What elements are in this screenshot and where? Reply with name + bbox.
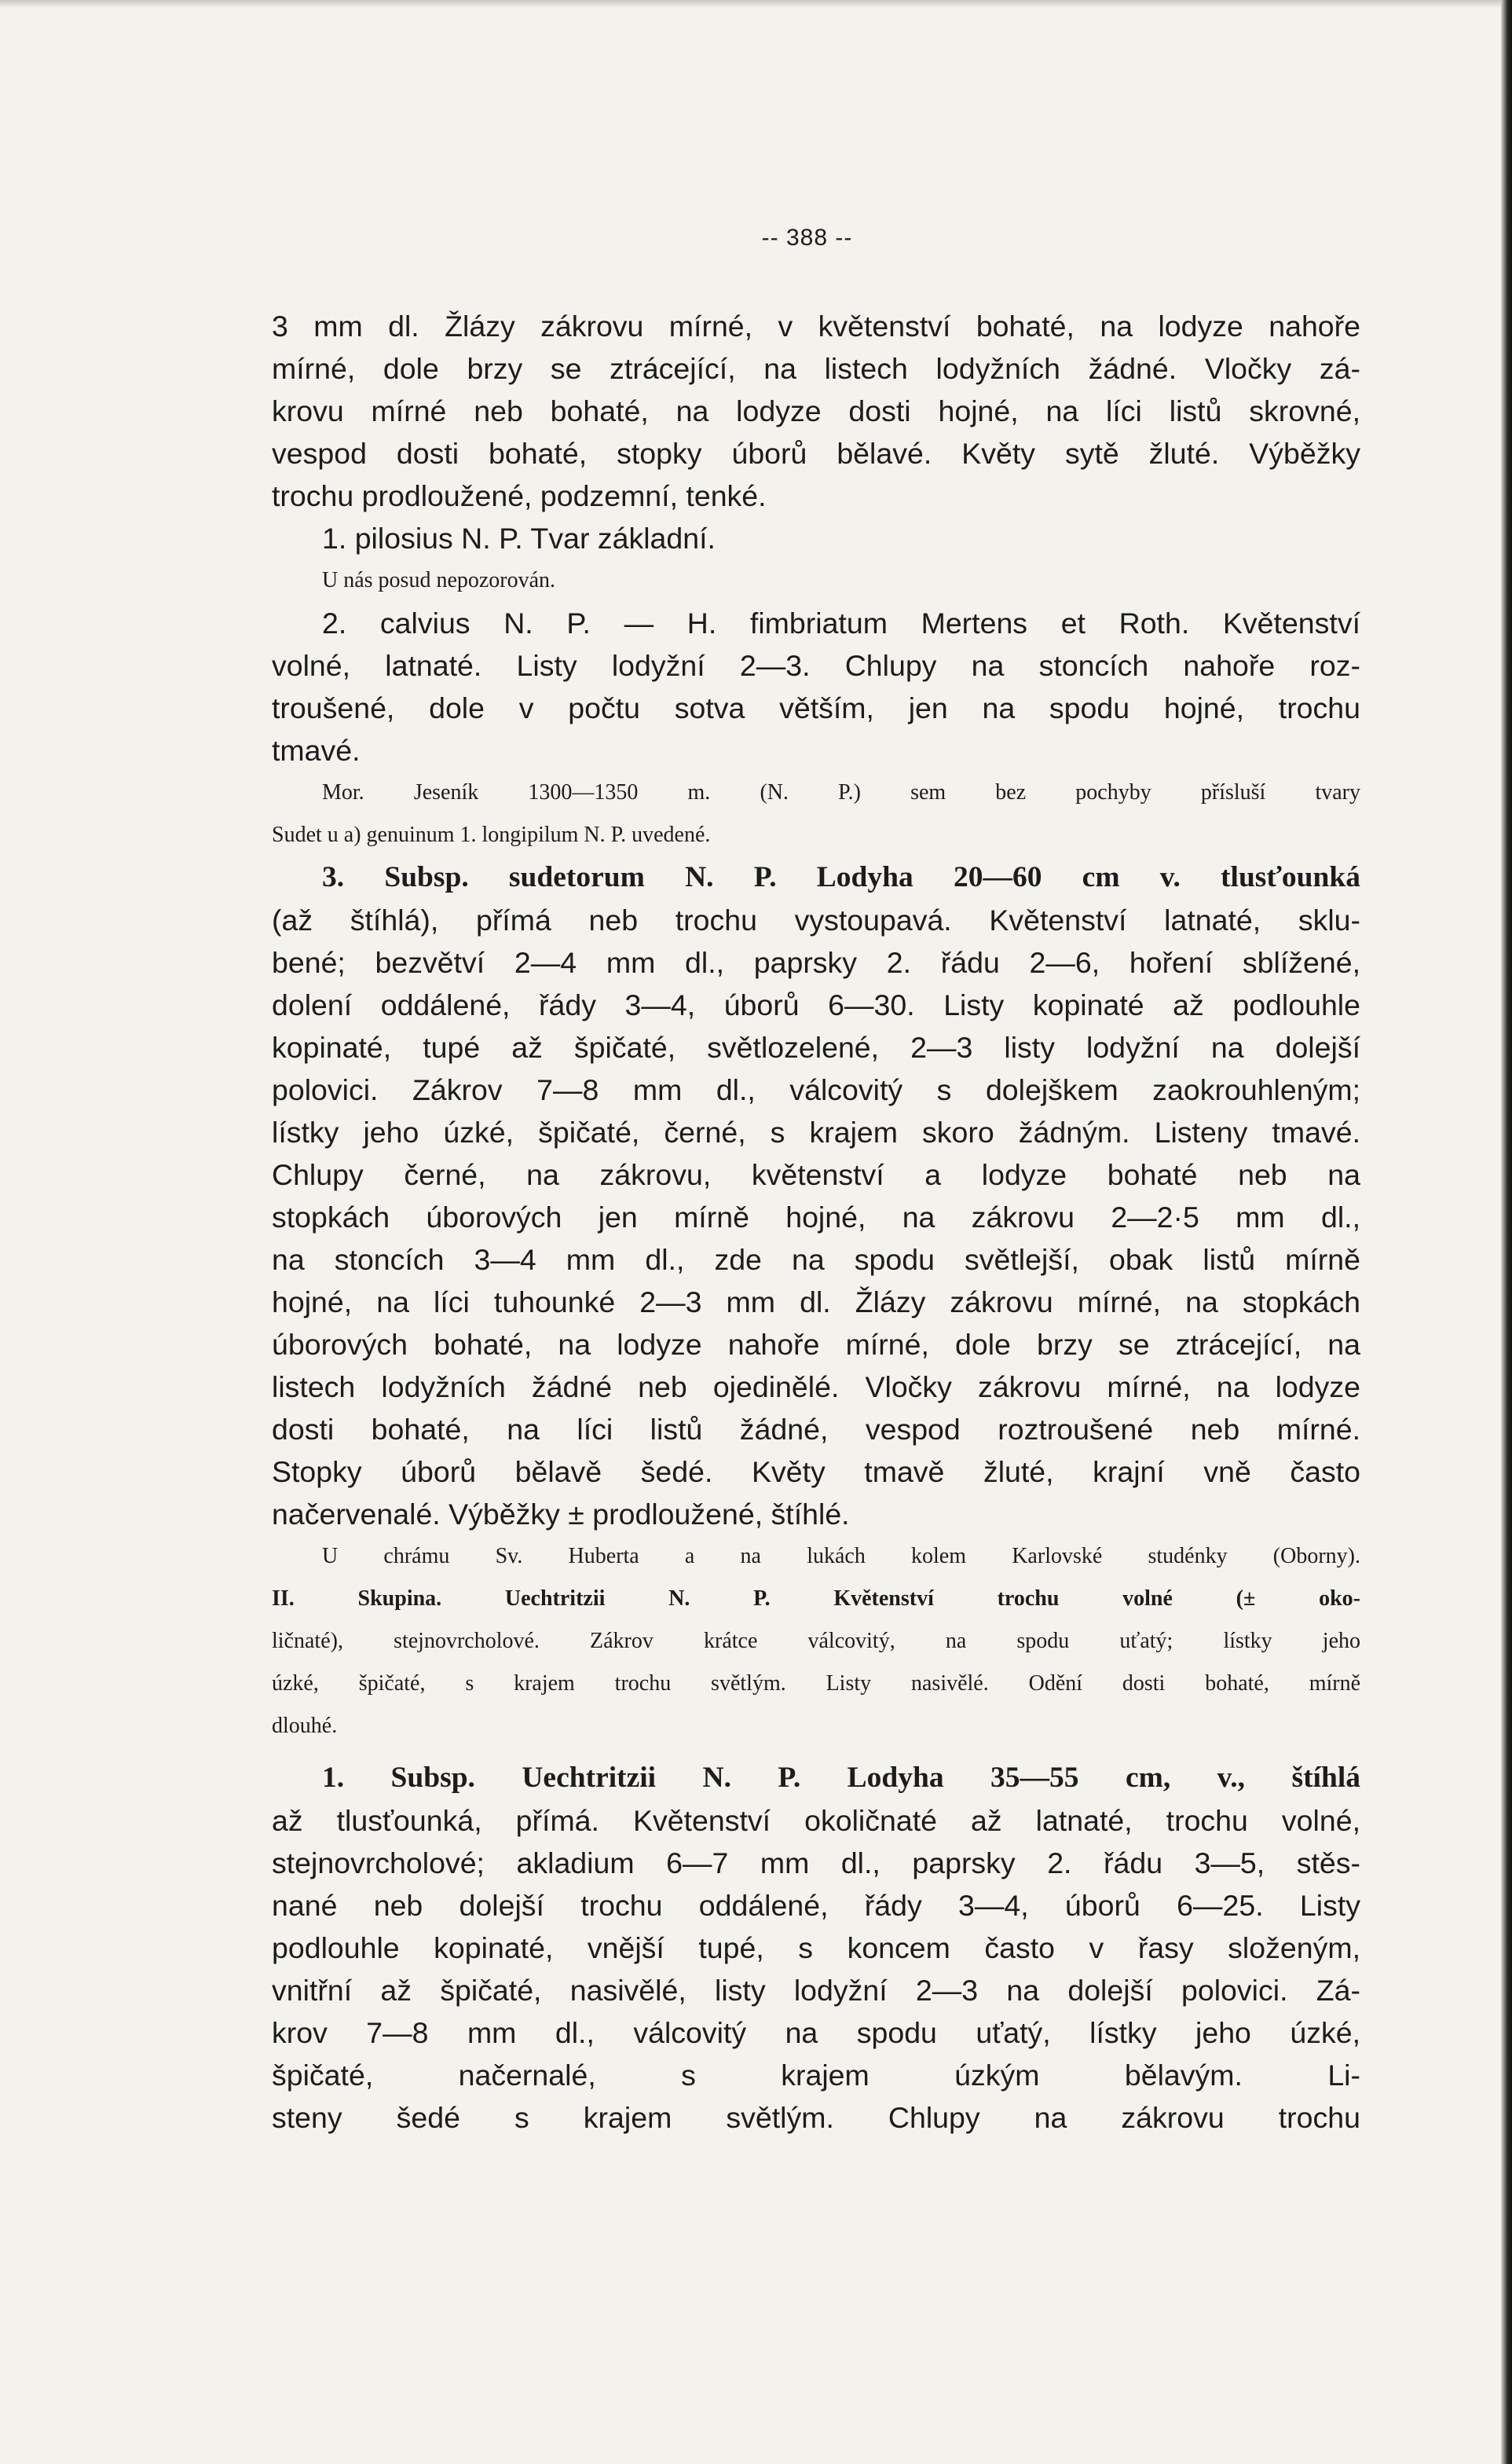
text-line: stejnovrcholové; akladium 6—7 mm dl., paprsky 2. řádu 3—5, stěs- [272,1846,1360,1879]
page-number: -- 388 -- [761,225,853,251]
text-line: trochu prodloužené, podzemní, tenké. [272,479,767,512]
text-line: 3 mm dl. Žlázy zákrovu mírné, v květenství bohaté, na lodyze nahoře [272,310,1360,343]
text-line: polovici. Zákrov 7—8 mm dl., válcovitý s dolejškem zaokrouhleným; [272,1073,1360,1106]
text-line: krov 7—8 mm dl., válcovitý na spodu uťatý, lístky jeho úzké, [272,2016,1360,2049]
text-line: volné, latnaté. Listy lodyžní 2—3. Chlupy na stoncích nahoře roz- [272,649,1360,682]
text-line: až tlusťounká, přímá. Květenství okoličnaté až latnaté, trochu volné, [272,1804,1360,1837]
text-line: steny šedé s krajem světlým. Chlupy na zákrovu trochu [272,2101,1360,2134]
text-line: dolení oddálené, řády 3—4, úborů 6—30. Listy kopinaté až podlouhle [272,988,1360,1021]
text-line: hojné, na líci tuhounké 2—3 mm dl. Žlázy zákrovu mírné, na stopkách [272,1285,1360,1318]
subspecies-heading: 3. Subsp. sudetorum N. P. Lodyha 20—60 cm v. tlusťounká [322,861,1360,893]
page-edge-shadow [1501,0,1512,2464]
text-line: vnitřní až špičaté, nasivělé, listy lodyžní 2—3 na dolejší polovici. Zá- [272,1974,1360,2007]
group-description: úzké, špičaté, s krajem trochu světlým. Listy nasivělé. Odění dosti bohaté, mírně [272,1671,1360,1696]
text-line: listech lodyžních žádné neb ojedinělé. Vločky zákrovu mírné, na lodyze [272,1370,1360,1403]
text-line: dosti bohaté, na líci listů žádné, vespod roztroušené neb mírné. [272,1413,1360,1446]
body-text [272,305,1360,2139]
locality-note: U nás posud nepozorován. [322,568,556,592]
text-line: nané neb dolejší trochu oddálené, řády 3—4, úborů 6—25. Listy [272,1889,1360,1922]
subspecies-heading: 1. Subsp. Uechtritzii N. P. Lodyha 35—55 cm, v., štíhlá [322,1762,1360,1794]
locality-note: Sudet u a) genuinum 1. longipilum N. P. uvedené. [272,823,711,847]
text-line: načervenalé. Výběžky ± prodloužené, štíhlé. [272,1498,850,1531]
page-top-shadow [0,0,1512,8]
text-line: kopinaté, tupé až špičaté, světlozelené, 2—3 listy lodyžní na dolejší [272,1031,1360,1064]
text-line: úborových bohaté, na lodyze nahoře mírné, dole brzy se ztrácející, na [272,1328,1360,1361]
text-line: troušené, dole v počtu sotva větším, jen na spodu hojné, trochu [272,691,1360,724]
group-heading: II. Skupina. Uechtritzii N. P. Květenství trochu volné (± oko- [272,1586,1360,1611]
text-line: lístky jeho úzké, špičaté, černé, s krajem skoro žádným. Listeny tmavé. [272,1116,1360,1149]
locality-note: U chrámu Sv. Huberta a na lukách kolem Karlovské studénky (Oborny). [322,1544,1360,1568]
group-description: dlouhé. [272,1714,338,1738]
text-line: tmavé. [272,734,361,767]
text-line: stopkách úborových jen mírně hojné, na zákrovu 2—2·5 mm dl., [272,1201,1360,1234]
text-line: bené; bezvětví 2—4 mm dl., paprsky 2. řádu 2—6, hoření sblížené, [272,946,1360,979]
text-line: Stopky úborů bělavě šedé. Květy tmavě žluté, krajní vně často [272,1455,1360,1488]
text-line: podlouhle kopinaté, vnější tupé, s koncem často v řasy složeným, [272,1931,1360,1964]
form-heading: 1. pilosius N. P. Tvar základní. [322,522,716,555]
text-line: mírné, dole brzy se ztrácející, na listech lodyžních žádné. Vločky zá- [272,352,1360,385]
text-line: krovu mírné neb bohaté, na lodyze dosti hojné, na líci listů skrovné, [272,394,1360,427]
text-line: na stoncích 3—4 mm dl., zde na spodu světlejší, obak listů mírně [272,1243,1360,1276]
group-description: ličnaté), stejnovrcholové. Zákrov krátce válcovitý, na spodu uťatý; lístky jeho [272,1629,1360,1653]
locality-note: Mor. Jeseník 1300—1350 m. (N. P.) sem bez pochyby přísluší tvary [322,780,1360,805]
text-line: vespod dosti bohaté, stopky úborů bělavé. Květy sytě žluté. Výběžky [272,437,1360,470]
form-heading: 2. calvius N. P. — H. fimbriatum Mertens et Roth. Květenství [322,607,1360,640]
text-line: (až štíhlá), přímá neb trochu vystoupavá. Květenství latnaté, sklu- [272,904,1360,937]
text-line: špičaté, načernalé, s krajem úzkým bělavým. Li- [272,2059,1360,2092]
text-line: Chlupy černé, na zákrovu, květenství a lodyze bohaté neb na [272,1158,1360,1191]
